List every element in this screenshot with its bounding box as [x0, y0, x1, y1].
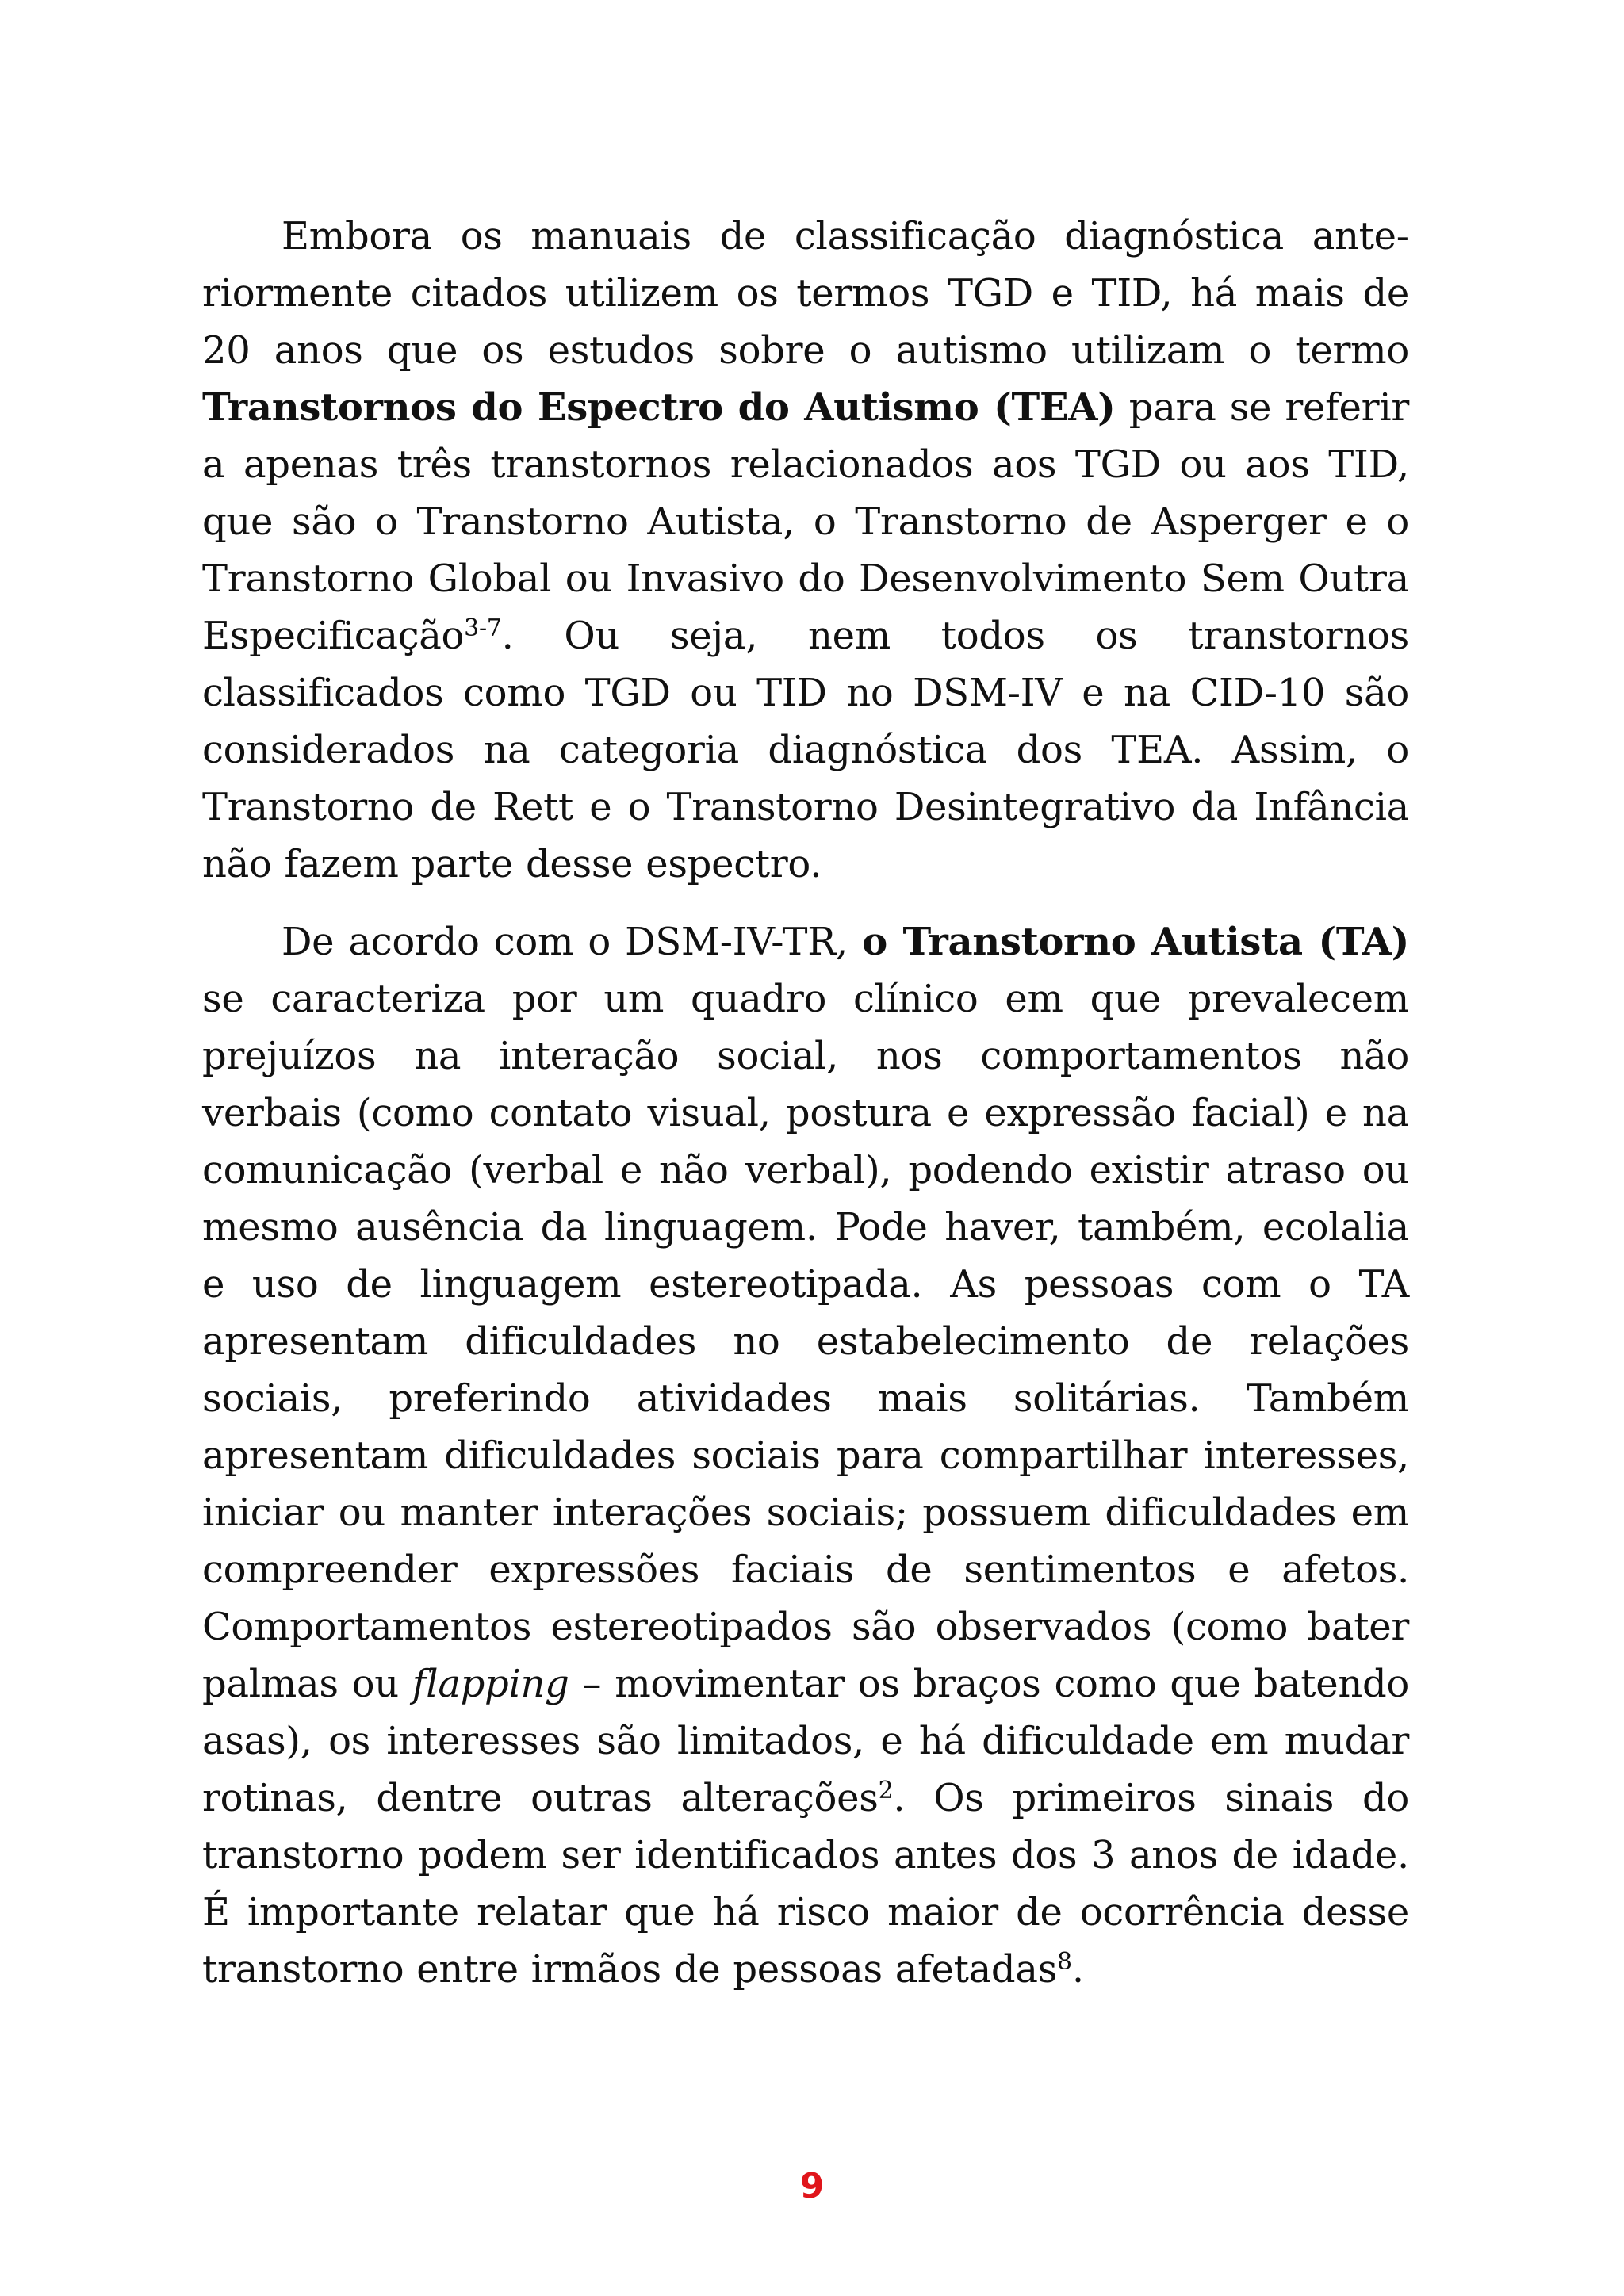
bold-term-ta: o Transtorno Autista (TA) — [862, 920, 1410, 964]
citation-reference: 2 — [878, 1777, 894, 1804]
paragraph-text: se caracteriza por um quadro clínico em que prevalecem prejuízos na interação social, nos comportamentos não verbais (como contato visual, postura e expressão facial) e na comunicação (verbal e não verbal), podendo existir atraso ou mesmo ausência da linguagem. Pode haver, também, ecolalia e uso de linguagem estereotipada. As pessoas com o TA apresentam dificuldades no estabelecimento de relações sociais, preferindo atividades mais solitárias. Também apresentam dificuldades sociais para compartilhar interesses, iniciar ou manter interações sociais; possuem dificuldades em compreender expressões faciais de sentimentos e afetos. Comportamentos estereotipados são observados (como bater palmas ou — [202, 977, 1409, 1706]
paragraph-text: De acordo com o DSM-IV-TR, — [282, 920, 863, 964]
paragraph-text: . Os primeiros sinais do transtorno podem ser identificados antes dos 3 anos de idade. É importante relatar que há risco maior de ocorrência desse transtorno entre irmãos de pessoas afetadas — [202, 1776, 1409, 1992]
paragraph-text: . — [1071, 1947, 1084, 1992]
paragraph-ta-description — [202, 913, 1409, 1998]
paragraph-text: para se referir a apenas três transtornos relacionados aos TGD ou aos TID, que são o Transtorno Autista, o Transtorno de Asperger e o Transtorno Global ou Invasivo do Desenvolvimento Sem Outra Especificação — [202, 385, 1409, 658]
page-number: 9 — [799, 2166, 825, 2206]
citation-reference: 8 — [1057, 1948, 1072, 1976]
bold-term-tea: Transtornos do Espectro do Autismo (TEA) — [202, 385, 1116, 430]
paragraph-tea-definition — [202, 208, 1409, 893]
italic-term-flapping: flapping — [412, 1662, 569, 1706]
paragraph-text: – movimentar os braços como que batendo asas), os interesses são limitados, e há dificuldade em mudar rotinas, dentre outras alterações — [202, 1662, 1409, 1820]
paragraph-text: . Ou seja, nem todos os transtornos classificados como TGD ou TID no DSM-IV e na CID-10 são considerados na categoria diagnóstica dos TEA. Assim, o Transtorno de Rett e o Transtorno Desintegrativo da Infância não fazem parte desse espectro. — [202, 614, 1409, 886]
paragraph-text: Embora os manuais de classificação diagnóstica anteriormente citados utilizem os termos TGD e TID, há mais de 20 anos que os estudos sobre o autismo utilizam o termo — [202, 214, 1409, 373]
citation-reference: 3-7 — [464, 614, 502, 642]
document-body — [202, 208, 1409, 2019]
